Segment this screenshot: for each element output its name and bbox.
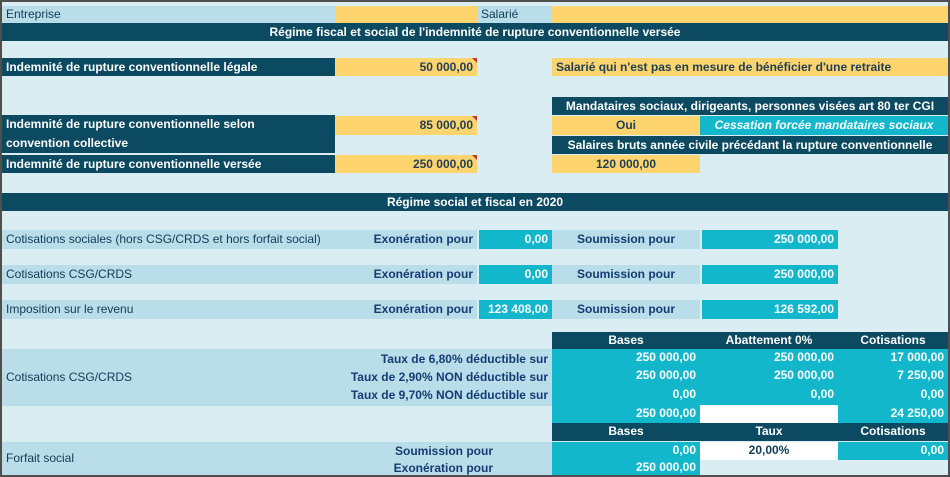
salaires-input[interactable]: 120 000,00: [552, 155, 700, 173]
indemnite-versee-label: Indemnité de rupture conventionnelle versée: [2, 155, 335, 173]
forfait-header-bases: Bases: [552, 423, 700, 441]
csg-abattement: 250 000,00: [700, 349, 838, 367]
csg-total-empty: [700, 405, 838, 423]
indemnite-versee-input[interactable]: 250 000,00: [335, 155, 477, 173]
csg-rate-label: Taux de 2,90% NON déductible sur: [302, 369, 552, 386]
exoneration-label: Exonération pour: [335, 265, 477, 284]
forfait-label: Forfait social: [2, 442, 552, 475]
exoneration-label: Exonération pour: [335, 230, 477, 249]
salaires-label: Salaires bruts année civile précédant la rupture conventionnelle: [552, 136, 948, 154]
csg-cotisation: 17 000,00: [838, 349, 948, 367]
soumission-label: Soumission pour: [552, 300, 700, 319]
csg-table-label: Cotisations CSG/CRDS: [2, 349, 552, 406]
retraite-note[interactable]: Salarié qui n'est pas en mesure de bénéficier d'une retraite: [552, 58, 948, 76]
csg-total-cotisation: 24 250,00: [838, 405, 948, 423]
soumission-value: 250 000,00: [702, 265, 838, 284]
mandataires-label: Mandataires sociaux, dirigeants, personnes visées art 80 ter CGI: [552, 97, 948, 115]
indemnite-convention-input[interactable]: 85 000,00: [335, 116, 477, 135]
csg-abattement: 250 000,00: [700, 367, 838, 386]
csg-header-cotisations: Cotisations: [838, 332, 948, 349]
cessation-note: Cessation forcée mandataires sociaux: [700, 116, 948, 135]
csg-total-base: 250 000,00: [552, 405, 700, 423]
regime-label-cotisations: Cotisations sociales (hors CSG/CRDS et hors forfait social): [2, 230, 335, 249]
exoneration-value: 123 408,00: [479, 300, 552, 319]
csg-base: 250 000,00: [552, 349, 700, 367]
csg-abattement: 0,00: [700, 386, 838, 405]
csg-rate-label: Taux de 9,70% NON déductible sur: [302, 387, 552, 404]
csg-base: 0,00: [552, 386, 700, 405]
indemnite-legale-label: Indemnité de rupture conventionnelle légale: [2, 58, 335, 76]
entreprise-label: Entreprise: [2, 6, 335, 23]
forfait-cotisation: 0,00: [838, 442, 948, 460]
soumission-label: Soumission pour: [552, 230, 700, 249]
csg-base: 250 000,00: [552, 367, 700, 386]
salarie-input[interactable]: [552, 6, 948, 23]
section1-title: Régime fiscal et social de l'indemnité de rupture conventionnelle versée: [2, 23, 948, 41]
regime-label-imposition: Imposition sur le revenu: [2, 300, 335, 319]
csg-header-bases: Bases: [552, 332, 700, 349]
forfait-exoneration-label: Exonération pour: [302, 460, 497, 477]
forfait-soumission-label: Soumission pour: [302, 443, 497, 460]
forfait-exoneration-base: 250 000,00: [552, 460, 700, 475]
salarie-label: Salarié: [477, 6, 552, 23]
exoneration-value: 0,00: [479, 265, 552, 284]
entreprise-input[interactable]: [335, 6, 477, 23]
indemnite-convention-label: [2, 115, 335, 153]
forfait-header-taux: Taux: [700, 423, 838, 441]
csg-cotisation: 7 250,00: [838, 367, 948, 386]
csg-rate-label: Taux de 6,80% déductible sur: [302, 351, 552, 368]
exoneration-value: 0,00: [479, 230, 552, 249]
soumission-value: 250 000,00: [702, 230, 838, 249]
mandataires-choice[interactable]: Oui: [552, 116, 700, 135]
regime-label-csg: Cotisations CSG/CRDS: [2, 265, 335, 284]
exoneration-label: Exonération pour: [335, 300, 477, 319]
csg-header-abattement: Abattement 0%: [700, 332, 838, 349]
forfait-taux: 20,00%: [700, 442, 838, 460]
indemnite-convention-label-line2: convention collective: [6, 136, 129, 150]
indemnite-convention-label-line1: Indemnité de rupture conventionnelle selon: [6, 117, 255, 131]
soumission-label: Soumission pour: [552, 265, 700, 284]
forfait-soumission-base: 0,00: [552, 442, 700, 460]
section2-title: Régime social et fiscal en 2020: [2, 193, 948, 211]
csg-cotisation: 0,00: [838, 386, 948, 405]
indemnite-legale-input[interactable]: 50 000,00: [335, 58, 477, 76]
forfait-header-cotisations: Cotisations: [838, 423, 948, 441]
soumission-value: 126 592,00: [702, 300, 838, 319]
